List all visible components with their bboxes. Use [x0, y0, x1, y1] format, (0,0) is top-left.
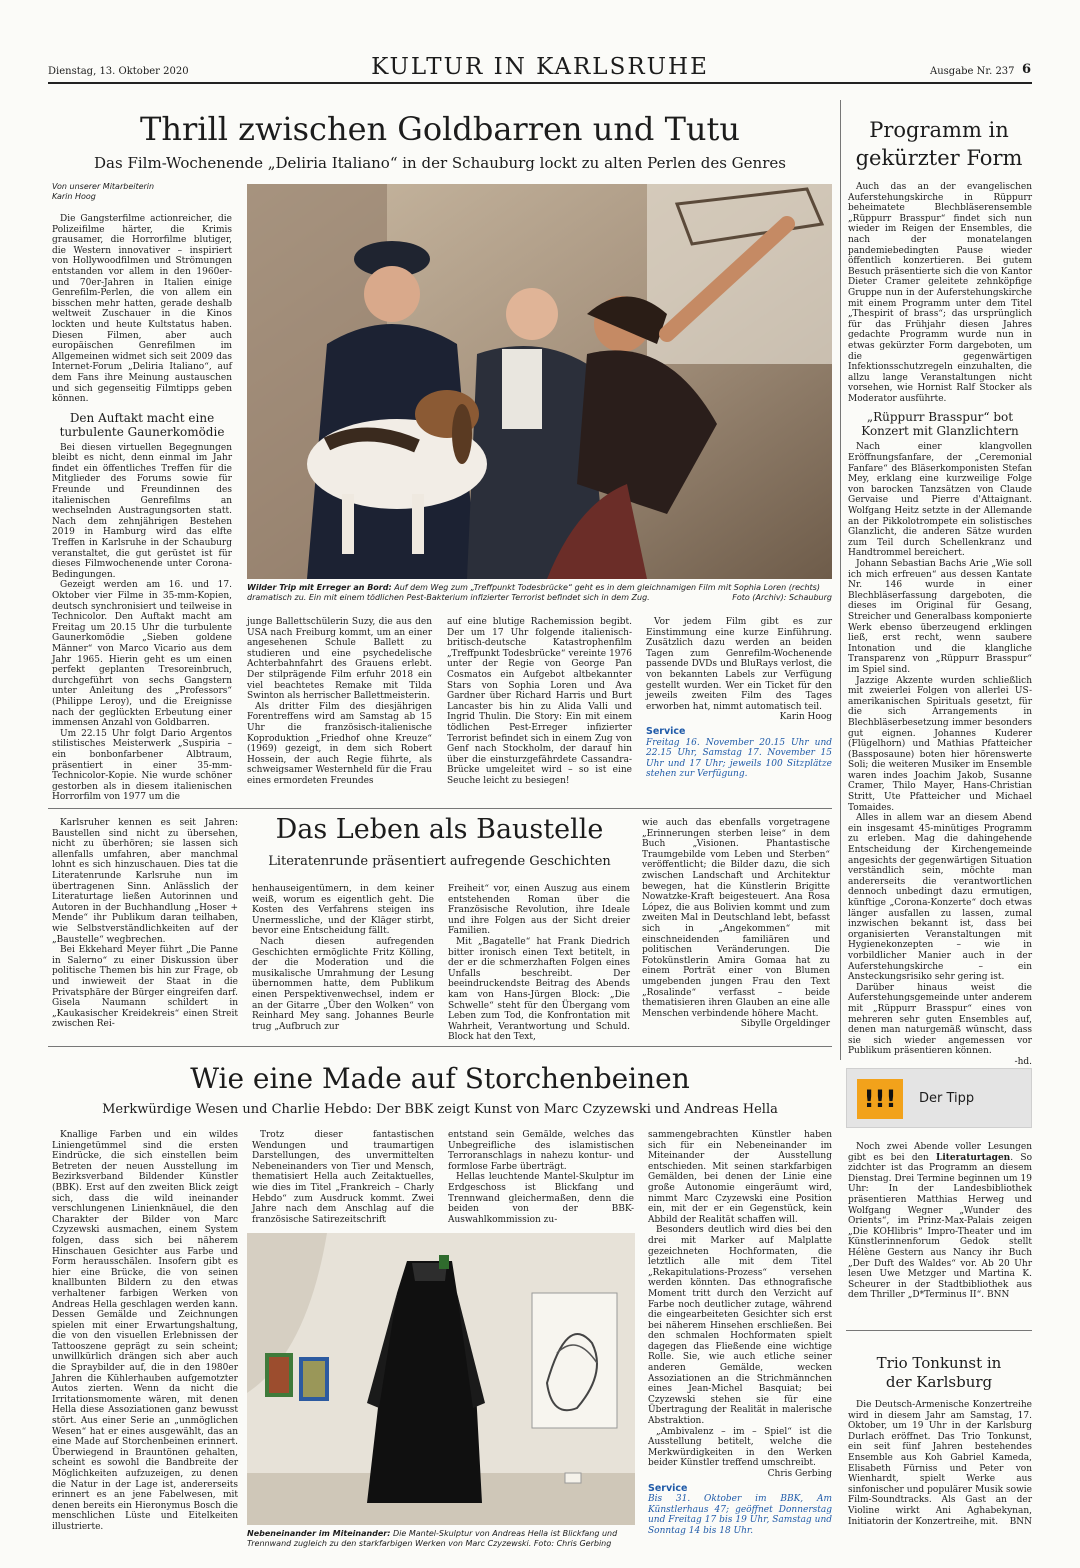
- caption-bold: Nebeneinander im Miteinander:: [247, 1529, 391, 1538]
- subheading: „Rüppurr Brasspur“ bot Konzert mit Glanzlichtern: [861, 410, 1019, 439]
- article2-bottom-rule: [48, 1046, 832, 1047]
- service-label: Service: [646, 725, 686, 737]
- paragraph: [848, 1142, 1032, 1301]
- sidebar2-signature: BNN: [1009, 1516, 1032, 1527]
- exhibition-photo: [247, 1233, 635, 1525]
- article3-col2: [252, 1130, 434, 1225]
- paragraph: Nach diesen aufregenden Geschichten ermöglichte Fritz Kölling, der die Moderation und die musikalische Umrahmung der Lesung übernommen hatte, dem Publikum einen Perspektivenwechsel, indem er an der Gitarre „Über den Wolken“ von Reinhard Mey sang. Johannes Beurle trug „Aufbruch zur: [252, 936, 434, 1032]
- article1-col4: [646, 617, 832, 780]
- tipp-text: [848, 1142, 1032, 1301]
- paragraph: Bei Ekkehard Meyer führt „Die Panne in Salerno“ zu einer Diskussion über politische Themen bis hin zur Frage, ob und inwieweit der Staat in die Privatsphäre der Bürger eingreifen darf. Gisela Naumann schildert in „Kaukasischer Kreidekreis“ einen Streit zwischen Rei-: [52, 945, 238, 1030]
- caption-text: Auf dem Weg zum „Treffpunkt Todesbrücke“ geht es in dem gleichnamigen Film mit Sophia Loren (rechts) dramatisch zu. Ein mit einem tödlichen Pest-Bakterium infizierter Terrorist befindet sich in dem Zug.: [247, 583, 820, 602]
- service-text: Freitag 16. November 20.15 Uhr und 22.15 Uhr, Samstag 17. November 15 Uhr und 17 Uhr; jeweils 100 Sitzplätze stehen zur Verfügung.: [646, 737, 832, 780]
- article3-col1: [52, 1130, 238, 1533]
- paragraph: [848, 1400, 1032, 1527]
- paragraph: wie auch das ebenfalls vorgetragene „Erinnerungen sterben leise“ in dem Buch „Visionen. Phantastische Traumgebilde vom Leben und Sterben“ veröffentlicht; die Bilder dazu, die sich zwischen Landschaft und Architektur bewegen, hat die Künstlerin Brigitte Nowatzke-Kraft beigesteuert. Ana Rosa López, die aus Bolivien kommt und zum zweiten Mal in Deutschland lebt, befasst sich in „Angekommen“ mit einschneidenden familiären und politischen Veränderungen. Die Fotokünstlerin Amira Gomaa hat zu einem Porträt einer von Blumen umgebenden jungen Frau den Text „Rosalinde“ verfasst – beide thematisieren ihren Glauben an eine alle Menschen verbindende höhere Macht.: [642, 818, 830, 1019]
- paragraph: Nach einer klangvollen Eröffnungsfanfare, der „Ceremonial Fanfare“ des Bläserkomponisten Stefan Mey, erklang eine kurzweilige Folge von barocken Tanzsätzen von Claude Gervaise und Pierre d'Attaignant. Wolfgang Heitz setzte in der Allemande an der Pikkolotrompete ein solistisches Glanzlicht, die anderen Sätze wurden zum Teil durch Schellenkranz und Handtrommel bereichert.: [848, 442, 1032, 559]
- photo1-caption: [247, 583, 832, 603]
- article2-subtitle: Literatenrunde präsentiert aufregende Geschichten: [268, 854, 611, 869]
- author-signature: Chris Gerbing: [767, 1469, 832, 1479]
- caption-text: Die Mantel-Skulptur von Andreas Hella ist Blickfang und Trennwand zugleich zu den starkfarbigen Werken von Marc Czyzewski.: [247, 1529, 618, 1548]
- tipp-text-end: . So zidchter ist das Programm an diesem Dienstag. Drei Termine beginnen um 19 Uhr: In der Landesbibliothek präsentieren Matthias Herweg und Wolfgang Wegner „Wunder des Orients“, im Prinz-Max-Palais zeigen „Die KOHlibris“ Impro-Theater und im Künstlerinnenforum Gedok stellt Hélène Gestern aus Nancy ihr Buch „Der Duft des Waldes“ vor. Ab 20 Uhr lesen Uwe Metzger und Martina K. Scheurer in der Stadtbibliothek aus dem Thriller „D*Terminus II“.: [848, 1152, 1032, 1301]
- film-photo: [247, 184, 832, 579]
- header-date: Dienstag, 13. Oktober 2020: [48, 66, 189, 77]
- service-label: Service: [648, 1482, 688, 1494]
- sidebar1-title: Programm in gekürzter Form: [855, 118, 1023, 170]
- photo2-caption: [247, 1529, 635, 1549]
- exhibition-image: [247, 1233, 635, 1525]
- article3-col3: [448, 1130, 634, 1225]
- article2-col1: [52, 818, 238, 1030]
- tipp-bottom-rule: [846, 1330, 1032, 1331]
- section-title: KULTUR IN KARLSRUHE: [371, 54, 709, 80]
- tipp-box: [846, 1068, 1032, 1128]
- sidebar1-body: [848, 182, 1032, 1068]
- article1-col3: [447, 617, 632, 787]
- article3-col4: [648, 1130, 832, 1537]
- header-rule: [48, 82, 1032, 84]
- paragraph: Trotz dieser fantastischen Wendungen und traumartigen Darstellungen, des unvermittelten Nebeneinanders von Tier und Mensch, thematisiert Hella auch Zeitaktuelles, wie dies im Titel „Frankreich – Charly Hebdo“ zum Ausdruck kommt. Zwei Jahre nach dem Anschlag auf die französische Satirezeitschrift: [252, 1130, 434, 1225]
- article2-title: Das Leben als Baustelle: [275, 814, 604, 845]
- byline-line2: Karin Hoog: [52, 192, 96, 201]
- paragraph: Knallige Farben und ein wildes Liniengetümmel sind die ersten Eindrücke, die sich einstellen beim Betreten der neuen Ausstellung im Bezirksverband Bildender Künstler (BBK). Erst auf den zweiten Blick zeigt sich, dass die wild ineinander verschlungenen Linienknäuel, die den Charakter der Bilder von Marc Czyzewski ausmachen, einem System folgen, dass sich bei näherem Hinschauen Gesichter aus Farbe und Form herausschälen. Insofern gibt es hier eine Brücke, die von seinen knallbunten Bildern zu den etwas verhaltener farbigen Werken von Andreas Hella geschlagen werden kann. Dessen Gemälde und Zeichnungen spielen mit einer Erwartungshaltung, die von den visuellen Erlebnissen der Tattooszene geprägt zu sein scheint; unwillkürlich drängen sich aber auch die Spraybilder auf, die in den 1980er Jahren die Kühlerhauben aufgemotzter Autos zierten. Wenn da nicht die Irritationsmomente wären, mit denen Hella diese Assoziationen ganz bewusst stört. Aus einer Serie an „unmöglichen Wesen“ hat er eines ausgewählt, das an eine Made auf Storchenbeinen erinnert. Überwiegend in Brauntönen gehalten, scheint es sowohl die Bandbreite der Möglichkeiten aufzuzeigen, zu denen die Natur in der Lage ist, andererseits erinnert es an jene Fabelwesen, mit denen bereits ein Hieronymus Bosch die menschlichen Lüste und Eitelkeiten illustrierte.: [52, 1130, 238, 1532]
- paragraph: Freiheit“ vor, einen Auszug aus einem entstehenden Roman über die Französische Revolution, ihre Ideale und ihre Folgen aus der Sicht dreier Familien.: [448, 884, 630, 937]
- paragraph: Gezeigt werden am 16. und 17. Oktober vier Filme in 35-mm-Kopien, deutsch synchronisiert und teilweise in Technicolor. Den Auftakt macht am Freitag um 20.15 Uhr die turbulente Gaunerkomödie „Sieben goldene Männer“ von Marco Vicario aus dem Jahr 1965. Hierin geht es um einen perfekt geplanten Tresoreinbruch, durchgeführt von sechs Gangstern unter Anleitung des „Professors“ (Philippe Leroy), und die Ereignisse nach der geglückten Erbeutung einer immensen Anzahl von Goldbarren.: [52, 580, 232, 729]
- author-signature: -hd.: [1014, 1056, 1032, 1067]
- paragraph: sammengebrachten Künstler haben sich für ein Nebeneinander im Miteinander der Ausstellung entschieden. Mit seinen starkfarbigen Gemälden, bei denen der Linie eine große Autonomie eingeräumt wird, nimmt Marc Czyzewski eine Position ein, mit der er ein Gegenstück, kein Abbild der Realität schaffen will.: [648, 1130, 832, 1225]
- paragraph: auf eine blutige Rachemission begibt. Der um 17 Uhr folgende italienisch-britisch-deutsche Katastrophenfilm „Treffpunkt Todesbrücke“ vereinte 1976 unter der Regie von George Pan Cosmatos ein Aufgebot altbekannter Stars von Sophia Loren und Ava Gardner über Richard Harris und Burt Lancaster bis hin zu Alida Valli und Ingrid Thulin. Die Story: Ein mit einem tödlichen Pest-Erreger infizierter Terrorist befindet sich in einem Zug von Genf nach Stockholm, der darauf hin über die einsturzgefährdete Cassandra-Brücke umgeleitet wird – so ist eine Seuche leicht zu besiegen!: [447, 617, 632, 786]
- tipp-badge: !!!: [857, 1079, 903, 1119]
- tipp-signature: BNN: [986, 1290, 1010, 1301]
- tipp-text-bold: Literaturtagen: [936, 1152, 1011, 1163]
- photo-credit: Foto: Chris Gerbing: [533, 1539, 612, 1548]
- paragraph: entstand sein Gemälde, welches das Unbegreifliche des islamistischen Terroranschlags in nahezu kontur- und formlose Farbe überträgt.: [448, 1130, 634, 1172]
- sidebar2-body: [848, 1400, 1032, 1527]
- paragraph: junge Ballettschülerin Suzy, die aus den USA nach Freiburg kommt, um an einer angesehenen Schule Ballett zu studieren und eine psychedelische Achterbahnfahrt des Grauens erlebt. Der stilprägende Film erfuhr 2018 ein viel beachtetes Remake mit Tilda Swinton als herrischer Ballettmeisterin.: [247, 617, 432, 702]
- article2-col3: [448, 884, 630, 1043]
- paragraph: Vor jedem Film gibt es zur Einstimmung eine kurze Einführung. Zusätzlich dazu werden an beiden Tagen zum Genrefilm-Wochenende passende DVDs und BluRays verlost, die von bekannten Labels zur Verfügung gestellt wurden. Wer ein Ticket für den jeweils zweiten Film des Tages erworben hat, nimmt automatisch teil.: [646, 617, 832, 712]
- paragraph: Besonders deutlich wird dies bei den drei mit Marker auf Malplatte gezeichneten Hochformaten, die letztlich alle mit dem Titel „Rekapitulations-Prozess“ versehen werden könnten. Das ethnografische Moment tritt durch den Verzicht auf Farbe noch deutlicher zutage, während die eingearbeiteten Gesichter sich erst bei näherem Hinsehen erschließen. Bei den schmalen Hochformaten spielt dagegen das Fließende eine wichtige Rolle. Sie, wie auch etliche seiner anderen Gemälde, wecken Assoziationen an die Strichmännchen eines Jean-Michel Basquiat; bei Czyzewski stehen sie für eine Übertragung der Realität in malerische Abstraktion.: [648, 1225, 832, 1427]
- byline: [52, 182, 232, 202]
- article1-subtitle: Das Film-Wochenende „Deliria Italiano“ in der Schauburg lockt zu alten Perlen des Genres: [94, 154, 786, 172]
- photo-credit: Foto (Archiv): Schauburg: [732, 593, 832, 602]
- article3-subtitle: Merkwürdige Wesen und Charlie Hebdo: Der BBK zeigt Kunst von Marc Czyzewski und Andreas Hella: [102, 1102, 778, 1117]
- tipp-label: Der Tipp: [919, 1091, 975, 1106]
- paragraph: Johann Sebastian Bachs Arie „Wie soll ich mich erfreuen“ aus dessen Kantate Nr. 146 wurde in einer Blechbläserfassung dargeboten, die dieses im Original für Gesang, Streicher und Generalbass komponierte Werk ebenso überzeugend erklingen ließ, erst recht, wenn saubere Intonation und die klangliche Transparenz von „Rüppurr Brasspur“ im Spiel sind.: [848, 559, 1032, 675]
- author-signature: Sibylle Orgeldinger: [740, 1019, 830, 1030]
- paragraph: henhauseigentümern, in dem keiner weiß, worum es eigentlich geht. Die Kosten des Verfahrens steigen ins Unermessliche, und der Kläger stirbt, bevor eine Entscheidung fällt.: [252, 884, 434, 937]
- paragraph: Um 22.15 Uhr folgt Dario Argentos stilistisches Meisterwerk „Suspiria – ein bonbonfarbener Albtraum, präsentiert in einer 35-mm-Technicolor-Kopie. Nie wurde schöner gestorben als in diesem italienischen Horrorfilm von 1977 um die: [52, 728, 232, 803]
- sidebar2-title: Trio Tonkunst in der Karlsburg: [876, 1354, 1002, 1391]
- page-number: 6: [1022, 62, 1032, 77]
- paragraph: Auch das an der evangelischen Auferstehungskirche in Rüppurr beheimatete Blechbläserensemble „Rüppurr Brasspur“ findet sich nun wieder im Reigen der Ensembles, die nach der monatelangen pandemiebedingten Pause wieder öffentlich konzertieren. Bei gutem Besuch präsentierte sich die von Kantor Dieter Cramer geleitete zehnköpfige Gruppe nun in der Auferstehungskirche mit einem Programm unter dem Titel „Thespirit of brass“; das ursprünglich für das Frühjahr diesen Jahres gedachte Programm wurde nun in etwas gekürzter Form dargeboten, um die gegenwärtigen Infektionsschutzregeln einzuhalten, die allzu lange Veranstaltungen nicht vorsehen, wie Hornist Ralf Stocker als Moderator ausführte.: [848, 182, 1032, 404]
- service-text: Bis 31. Oktober im BBK, Am Künstlerhaus 47; geöffnet Donnerstag und Freitag 17 bis 19 Uhr, Samstag und Sonntag 14 bis 18 Uhr.: [648, 1494, 832, 1536]
- author-signature: Karin Hoog: [779, 712, 832, 723]
- sidebar-divider: [840, 100, 841, 1060]
- sidebar2-text: Die Deutsch-Armenische Konzertreihe wird in diesem Jahr am Samstag, 17. Oktober, um 19 Uhr in der Karlsburg Durlach eröffnet. Das Trio Tonkunst, ein seit fünf Jahren bestehendes Ensemble aus Koh Gabriel Kameda, Elisabeth Fürniss und Peter von Wienhardt, spielt Werke aus sinfonischer und populärer Musik sowie Film-Soundtracks. Als Gast an der Violine wirkt Ani Aghabekynan, Initiatorin der Konzertreihe, mit.: [848, 1400, 1032, 1527]
- paragraph: Alles in allem war an diesem Abend ein insgesamt 45-minütiges Programm zu erleben. Mag die dahingehende Entscheidung der Kirchengemeinde angesichts der gegenwärtigen Situation verständlich sein, möchte man andererseits die verantwortlichen dennoch unbedingt dazu ermutigen, künftige „Corona-Konzerte“ doch etwas länger ausfallen zu lassen, zumal inzwischen bekannt ist, dass bei organisierten Veranstaltungen mit Hygienekonzepten – wie in vorbildlicher Manier auch in der Auferstehungskirche – ein Ansteckungsrisiko sehr gering ist.: [848, 813, 1032, 983]
- paragraph: Karlsruher kennen es seit Jahren: Baustellen sind nicht zu übersehen, nicht zu überhören; sie lassen sich allenfalls umfahren, aber manchmal lohnt es sich hinzuschauen. Dies tat die Literatenrunde Karlsruhe nun im übertragenen Sinn. Anlässlich der Literaturtage ließen Autorinnen und Autoren in der Buchhandlung „Hoser + Mende“ ihr Publikum daran teilhaben, wie Selbstverständlichkeiten auf der „Baustelle“ wegbrechen.: [52, 818, 238, 945]
- article2-col2: [252, 884, 434, 1032]
- article1-col1: [52, 182, 232, 803]
- paragraph: Darüber hinaus weist die Auferstehungsgemeinde unter anderem mit „Rüppurr Brasspur“ eines von mehreren sehr guten Ensembles auf, denen man naturgemäß wünscht, dass sie sich wieder angemessen vor Publikum präsentieren können.: [848, 982, 1032, 1057]
- article1-col2: [247, 617, 432, 787]
- paragraph: „Ambivalenz – im – Spiel“ ist die Ausstellung betitelt, welche die Merkwürdigkeiten in den Werken beider Künstler treffend umschreibt.: [648, 1426, 832, 1469]
- paragraph: Mit „Bagatelle“ hat Frank Diedrich bitter ironisch einen Text betitelt, in der er die schmerzhaften Folgen eines Unfalls beschreibt. Der beeindruckendste Beitrag des Abends kam von Hans-Jürgen Block: „Die Schwelle“ steht für den Übergang vom Leben zum Tod, die Konfrontation mit Wahrheit, Verantwortung und Schuld. Block hat den Text,: [448, 936, 630, 1043]
- paragraph: Jazzige Akzente wurden schließlich mit zweierlei Folgen von allerlei US-amerikanischen Spirituals gesetzt, für die sich Arrangements in Blechbläserbesetzung immer besonders gut eignen. Johannes Kuderer (Flügelhorn) und Mathias Pfatteicher (Bassposaune) boten hier hörenswerte Soli; die weiteren Musiker im Ensemble waren indes Joachim Jakob, Susanne Cramer, Thilo Mayer, Hans-Christian Stritt, Ute Pfatteicher und Michael Tomaides.: [848, 675, 1032, 813]
- article2-top-rule: [48, 808, 832, 809]
- paragraph: Als dritter Film des diesjährigen Forentreffens wird am Samstag ab 15 Uhr die französisch-italienische Koproduktion „Friedhof ohne Kreuze“ (1969) gezeigt, in dem sich Robert Hossein, der auch Regie führte, als schweigsamer Westernheld für die Frau eines ermordeten Freundes: [247, 701, 432, 786]
- paragraph: Bei diesen virtuellen Begegnungen bleibt es nicht, denn einmal im Jahr findet ein öffentliches Treffen für die Mitglieder des Forums sowie für Freunde und Freundinnen des italienischen Genrefilms an wechselnden Austragungsorten statt. Nach dem zehnjährigen Bestehen 2019 in Hamburg wird das elfte Treffen in Karlsruhe in der Schauburg veranstaltet, die gut gerüstet ist für dieses Filmwochenende unter Corona-Bedingungen.: [52, 442, 232, 580]
- caption-bold: Wilder Trip mit Erreger an Bord:: [247, 583, 392, 592]
- paragraph: Hellas leuchtende Mantel-Skulptur im Erdgeschoss ist Blickfang und Trennwand gleichermaßen, denn die beiden von der BBK-Auswahlkommission zu-: [448, 1172, 634, 1225]
- article2-col4: [642, 818, 830, 1030]
- film-still-image: [247, 184, 832, 579]
- paragraph: Die Gangsterfilme actionreicher, die Polizeifilme härter, die Krimis grausamer, die Horrorfilme blutiger, die Western innovativer – inspiriert von Hollywoodfilmen und Strömungen entstanden vor allem in den 1960er- und 70er-Jahren in Italien einige Genrefilm-Perlen, die von allem ein bisschen mehr hatten, gerade deshalb weltweit Zuschauer in die Kinos lockten und heute Kultstatus haben. Diesen Filmen, aber auch europäischen Genrefilmen im Allgemeinen widmet sich seit 2009 das Internet-Forum „Deliria Italiano“, auf dem Fans ihre Meinung austauschen und sich gegenseitig Filmtipps geben können.: [52, 214, 232, 405]
- article3-title: Wie eine Made auf Storchenbeinen: [190, 1062, 690, 1095]
- subheading: Den Auftakt macht eine turbulente Gaunerkomödie: [59, 410, 225, 439]
- tipp-text-start: Noch zwei Abende voller Lesungen gibt es bei den: [848, 1142, 1032, 1163]
- article1-title: Thrill zwischen Goldbarren und Tutu: [140, 110, 740, 148]
- header-issue: Ausgabe Nr. 237: [930, 66, 1015, 77]
- byline-line1: Von unserer Mitarbeiterin: [52, 182, 155, 191]
